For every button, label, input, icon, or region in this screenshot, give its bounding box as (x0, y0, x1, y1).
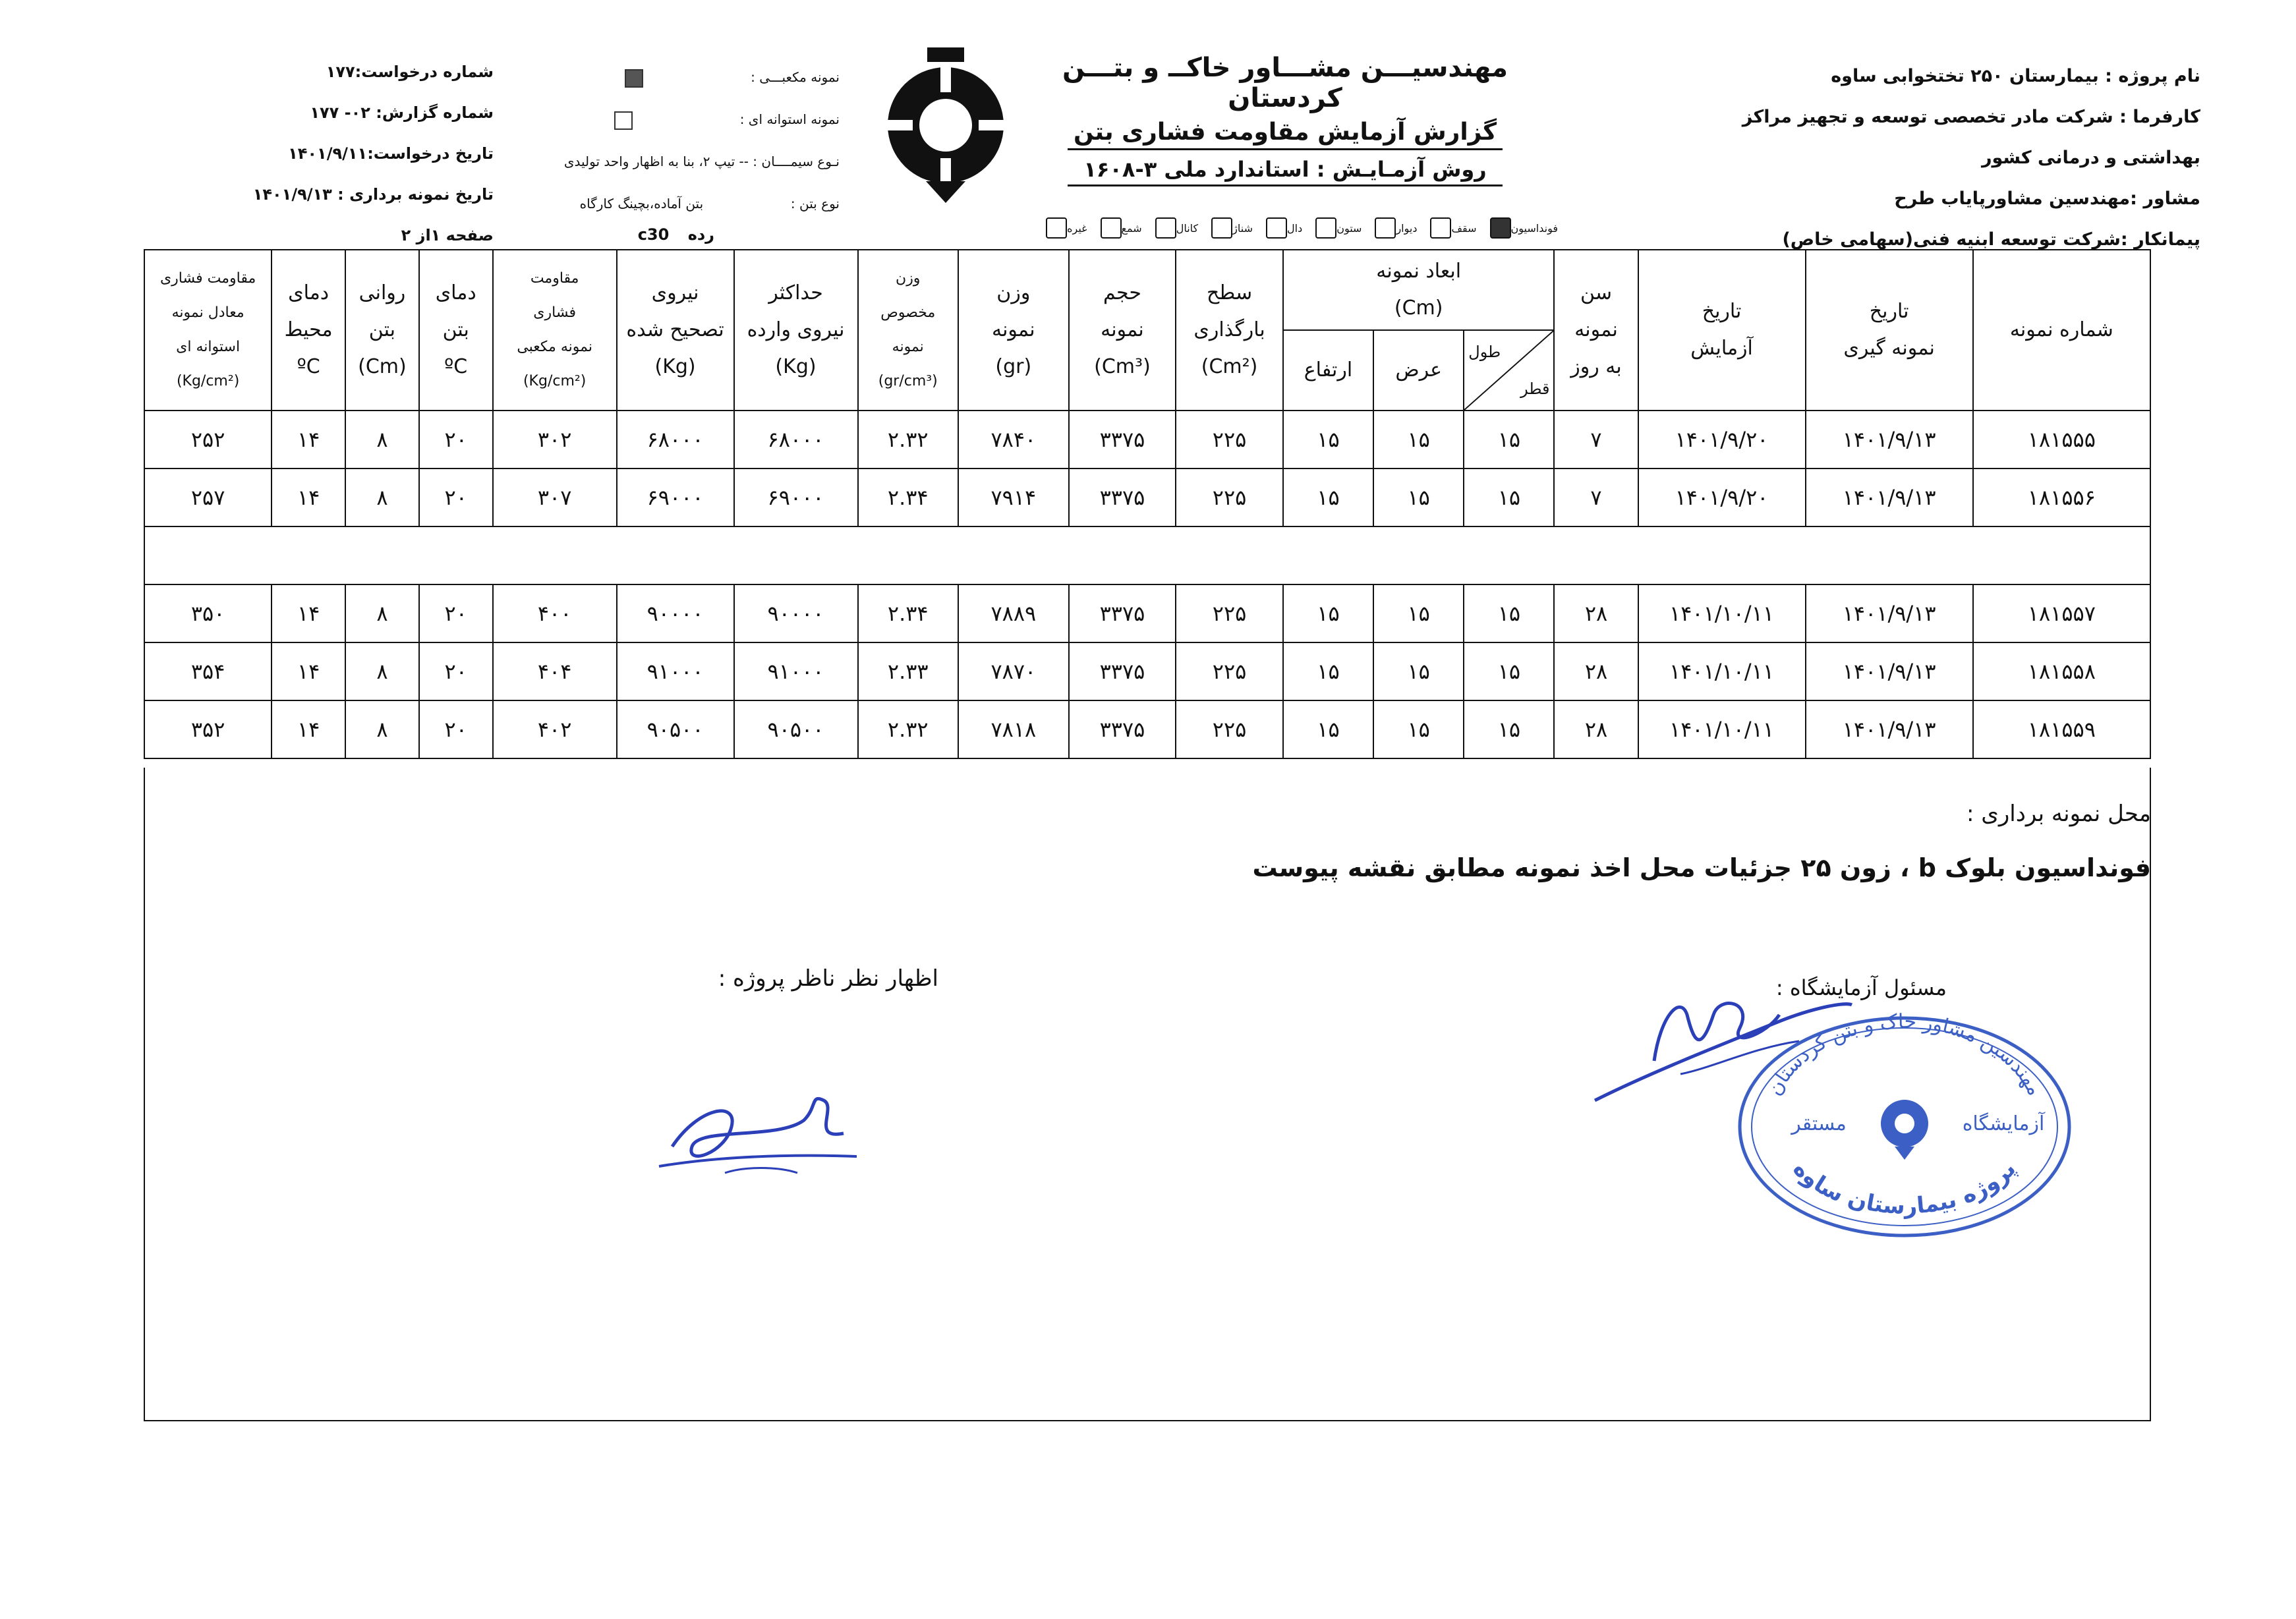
table-cell: ۳۰۲ (493, 411, 617, 469)
table-row (144, 411, 2150, 469)
report-title: گزارش آزمایش مقاومت فشاری بتن (1073, 119, 1497, 146)
element-option-checkbox[interactable] (1211, 217, 1232, 239)
col-test-date: تاریخ آزمایش (1638, 250, 1806, 411)
table-cell: ۸ (345, 642, 419, 700)
table-cell: ۲۲۵ (1176, 700, 1283, 758)
col-concrete-temp: دمای بتن ºC (419, 250, 493, 411)
company-logo (880, 46, 1012, 204)
sampling-date: تاریخ نمونه برداری : ۱۴۰۱/۹/۱۳ (252, 185, 494, 204)
table-cell: ۱۸۱۵۵۷ (1973, 584, 2150, 642)
table-cell: ۱۸۱۵۵۵ (1973, 411, 2150, 469)
cube-checkbox[interactable] (625, 69, 643, 88)
table-cell: ۸ (345, 469, 419, 526)
element-option-checkbox[interactable] (1490, 217, 1511, 239)
table-cell: ۹۰۵۰۰ (617, 700, 734, 758)
lab-manager-label: مسئول آزمایشگاه : (1775, 975, 1947, 1000)
table-cell: ۲۰ (419, 469, 493, 526)
request-info (98, 51, 494, 256)
table-cell: ۹۱۰۰۰ (734, 642, 858, 700)
table-cell: ۲۰ (419, 411, 493, 469)
table-cell: ۴۰۴ (493, 642, 617, 700)
table-cell: ۲۰ (419, 700, 493, 758)
table-cell: ۱۴۰۱/۹/۱۳ (1806, 584, 1973, 642)
element-option-checkbox[interactable] (1375, 217, 1396, 239)
title-block (1028, 53, 1542, 186)
table-cell: ۲۵۷ (144, 469, 272, 526)
table-cell: ۱۴۰۱/۱۰/۱۱ (1638, 642, 1806, 700)
table-row (144, 584, 2150, 642)
element-option (1262, 217, 1302, 239)
stamp-text-top: مهندسین مشاور خاک و بتن کردستان (1763, 1009, 2047, 1100)
element-option-checkbox[interactable] (1046, 217, 1067, 239)
table-cell: ۲.۳۲ (858, 700, 958, 758)
col-dimensions: ابعاد نمونه (Cm) (1283, 250, 1555, 330)
col-volume: حجم نمونه (Cm³) (1069, 250, 1176, 411)
table-cell: ۴۰۲ (493, 700, 617, 758)
table-cell: ۹۱۰۰۰ (617, 642, 734, 700)
table-cell: ۹۰۰۰۰ (734, 584, 858, 642)
stamp-text-resident: مستقر (1791, 1112, 1847, 1135)
element-option-label: دیوار (1396, 221, 1418, 235)
employer-line-2: بهداشتی و درمانی کشور (1981, 148, 2200, 168)
table-cell: ۲۰ (419, 584, 493, 642)
employer-line-1: کارفرما : شرکت مادر تخصصی توسعه و تجهیز مراکز (1742, 107, 2200, 127)
table-cell: ۱۵ (1283, 411, 1373, 469)
table-cell: ۲۵۲ (144, 411, 272, 469)
table-cell: ۷۹۱۴ (958, 469, 1069, 526)
table-cell: ۱۴۰۱/۱۰/۱۱ (1638, 700, 1806, 758)
table-cell: ۶۹۰۰۰ (617, 469, 734, 526)
col-sample-no: شماره نمونه (1973, 250, 2150, 411)
table-spacer-cell (144, 526, 2150, 584)
title-underline (1068, 148, 1503, 150)
element-option (1097, 217, 1142, 239)
element-option-label: سقف (1451, 221, 1477, 235)
project-name: نام پروژه : بیمارستان ۲۵۰ تختخوابی ساوه (1831, 66, 2200, 86)
table-cell: ۱۴۰۱/۹/۱۳ (1806, 469, 1973, 526)
col-height: ارتفاع (1283, 330, 1373, 411)
element-option (1042, 217, 1087, 239)
table-cell: ۲.۳۴ (858, 584, 958, 642)
table-cell: ۱۵ (1373, 584, 1464, 642)
col-max-force: حداکثر نیروی وارده (Kg) (734, 250, 858, 411)
project-info (1541, 56, 2200, 260)
table-cell: ۱۴ (272, 584, 345, 642)
concrete-label: نوع بتن : (790, 196, 840, 212)
company-name: مهندسیـــن مشـــاور خاکــ و بتـــن کردستان (1062, 53, 1508, 113)
element-option-checkbox[interactable] (1266, 217, 1287, 239)
element-option (1207, 217, 1253, 239)
table-cell: ۲.۳۳ (858, 642, 958, 700)
table-cell: ۱۵ (1373, 411, 1464, 469)
table-cell: ۲۲۵ (1176, 642, 1283, 700)
table-cell: ۱۵ (1464, 700, 1554, 758)
cube-sample-row (471, 56, 840, 98)
table-cell: ۱۴۰۱/۹/۱۳ (1806, 642, 1973, 700)
table-cell: ۳۰۷ (493, 469, 617, 526)
element-option (1311, 217, 1362, 239)
cement-value: -- تیپ ۲، بنا به اظهار واحد تولیدی (563, 154, 749, 169)
table-row (144, 469, 2150, 526)
cylinder-sample-row (471, 98, 840, 140)
concrete-value: بتن آماده،بچینگ کارگاه (579, 196, 704, 212)
col-area: سطح بارگذاری (Cm²) (1176, 250, 1283, 411)
element-option-checkbox[interactable] (1430, 217, 1451, 239)
table-cell: ۲۸ (1554, 584, 1638, 642)
results-table (144, 249, 2151, 759)
table-cell: ۲۲۵ (1176, 469, 1283, 526)
request-date: تاریخ درخواست:۱۴۰۱/۹/۱۱ (288, 144, 494, 163)
table-row (144, 700, 2150, 758)
element-option (1151, 217, 1198, 239)
table-cell: ۱۵ (1464, 642, 1554, 700)
element-option-checkbox[interactable] (1155, 217, 1176, 239)
table-cell: ۲۰ (419, 642, 493, 700)
report-number: شماره گزارش: ۰۲- ۱۷۷ (310, 103, 494, 122)
table-cell: ۱۸۱۵۵۹ (1973, 700, 2150, 758)
sampling-location-label: محل نمونه برداری : (1966, 801, 2151, 827)
element-option-label: شناژ (1232, 221, 1253, 235)
element-option (1486, 217, 1558, 239)
col-density: وزن مخصوص نمونه (gr/cm³) (858, 250, 958, 411)
table-cell: ۳۵۴ (144, 642, 272, 700)
test-method: روش آزمـایـش : استاندارد ملی ۳-۱۶۰۸ (1083, 157, 1487, 182)
table-cell: ۳۳۷۵ (1069, 584, 1176, 642)
table-spacer-row (144, 526, 2150, 584)
element-option (1426, 217, 1476, 239)
table-cell: ۱۵ (1373, 469, 1464, 526)
element-option-label: غیره (1067, 221, 1087, 235)
element-option-checkbox[interactable] (1101, 217, 1122, 239)
table-cell: ۱۵ (1283, 469, 1373, 526)
table-cell: ۷ (1554, 411, 1638, 469)
table-cell: ۲.۳۲ (858, 411, 958, 469)
element-option-label: دال (1287, 221, 1303, 235)
header-row-1 (144, 250, 2150, 330)
table-cell: ۱۴۰۱/۹/۲۰ (1638, 469, 1806, 526)
table-cell: ۲۸ (1554, 700, 1638, 758)
table-cell: ۱۴ (272, 700, 345, 758)
col-weight: وزن نمونه (gr) (958, 250, 1069, 411)
cube-label: نمونه مکعبـــی : (751, 69, 840, 85)
element-option-checkbox[interactable] (1315, 217, 1336, 239)
stamp-text-lab: آزمایشگاه (1962, 1112, 2045, 1135)
table-cell: ۸ (345, 584, 419, 642)
grade-label: رده (687, 225, 714, 244)
element-option-label: کانال (1176, 221, 1199, 235)
table-cell: ۳۵۲ (144, 700, 272, 758)
table-cell: ۱۵ (1464, 411, 1554, 469)
concrete-grade (638, 225, 714, 244)
table-cell: ۳۳۷۵ (1069, 700, 1176, 758)
supervisor-signature (646, 1067, 870, 1199)
table-cell: ۱۵ (1373, 700, 1464, 758)
cylinder-label: نمونه استوانه ای : (739, 111, 840, 127)
table-cell: ۳۳۷۵ (1069, 469, 1176, 526)
col-slump: روانی بتن (Cm) (345, 250, 419, 411)
concrete-row (471, 183, 840, 225)
table-cell: ۱۴ (272, 642, 345, 700)
col-corrected-force: نیروی تصحیح شده (Kg) (617, 250, 734, 411)
table-cell: ۱۴۰۱/۹/۱۳ (1806, 411, 1973, 469)
col-ambient-temp: دمای محیط ºC (272, 250, 345, 411)
table-cell: ۷۸۴۰ (958, 411, 1069, 469)
stamp-text-bottom: پروژه بیمارستان ساوه (1787, 1156, 2022, 1220)
table-cell: ۲۸ (1554, 642, 1638, 700)
table-row (144, 642, 2150, 700)
table-cell: ۶۸۰۰۰ (617, 411, 734, 469)
table-cell: ۴۰۰ (493, 584, 617, 642)
table-cell: ۷۸۱۸ (958, 700, 1069, 758)
table-cell: ۱۵ (1464, 584, 1554, 642)
table-cell: ۸ (345, 411, 419, 469)
table-cell: ۳۵۰ (144, 584, 272, 642)
col-width: عرض (1373, 330, 1464, 411)
lab-stamp (1727, 1008, 2082, 1245)
table-cell: ۱۴۰۱/۹/۱۳ (1806, 700, 1973, 758)
page-number: صفحه ۱از ۲ (401, 226, 494, 244)
table-cell: ۱۸۱۵۵۶ (1973, 469, 2150, 526)
table-cell: ۷۸۷۰ (958, 642, 1069, 700)
table-cell: ۹۰۰۰۰ (617, 584, 734, 642)
cement-row (471, 140, 840, 183)
sample-info (471, 56, 840, 225)
table-cell: ۶۸۰۰۰ (734, 411, 858, 469)
cylinder-checkbox[interactable] (614, 111, 633, 130)
table-cell: ۱۵ (1283, 584, 1373, 642)
col-length-diameter: طول قطر (1464, 330, 1554, 411)
table-cell: ۱۴ (272, 469, 345, 526)
element-option-label: شمع (1121, 221, 1142, 235)
table-cell: ۱۵ (1283, 642, 1373, 700)
col-cube-strength: مقاومت فشاری نمونه مکعبی (Kg/cm²) (493, 250, 617, 411)
table-cell: ۷ (1554, 469, 1638, 526)
table-cell: ۱۴۰۱/۱۰/۱۱ (1638, 584, 1806, 642)
table-cell: ۱۵ (1283, 700, 1373, 758)
table-cell: ۳۳۷۵ (1069, 411, 1176, 469)
grade-value: c30 (637, 225, 670, 244)
contractor: پیمانکار :شرکت توسعه ابنیه فنی(سهامی خاص) (1782, 229, 2200, 250)
table-cell: ۲۲۵ (1176, 411, 1283, 469)
element-option-label: ستون (1336, 221, 1362, 235)
table-cell: ۳۳۷۵ (1069, 642, 1176, 700)
table-cell: ۲۲۵ (1176, 584, 1283, 642)
col-age: سن نمونه به روز (1554, 250, 1638, 411)
table-cell: ۱۵ (1373, 642, 1464, 700)
sampling-location-text: فونداسیون بلوک b ، زون ۲۵ جزئیات محل اخذ نمونه مطابق نقشه پیوست (1252, 853, 2151, 882)
table-cell: ۷۸۸۹ (958, 584, 1069, 642)
table-cell: ۱۵ (1464, 469, 1554, 526)
table-cell: ۶۹۰۰۰ (734, 469, 858, 526)
table-cell: ۱۴ (272, 411, 345, 469)
col-cylinder-strength: مقاومت فشاری معادل نمونه استوانه ای (Kg/cm²) (144, 250, 272, 411)
table-cell: ۲.۳۴ (858, 469, 958, 526)
table-cell: ۸ (345, 700, 419, 758)
element-options (1042, 217, 1558, 239)
element-option (1371, 217, 1417, 239)
method-underline (1068, 185, 1503, 186)
table-cell: ۱۸۱۵۵۸ (1973, 642, 2150, 700)
supervisor-comment-label: اظهار نظر ناظر پروژه : (718, 965, 938, 992)
consultant: مشاور :مهندسین مشاورپایاب طرح (1894, 188, 2200, 209)
col-sampling-date: تاریخ نمونه گیری (1806, 250, 1973, 411)
request-number: شماره درخواست:۱۷۷ (326, 63, 494, 81)
table-cell: ۹۰۵۰۰ (734, 700, 858, 758)
element-option-label: فونداسیون (1510, 221, 1558, 235)
table-cell: ۱۴۰۱/۹/۲۰ (1638, 411, 1806, 469)
cement-label: نـوع سیمــــان : (753, 154, 840, 169)
